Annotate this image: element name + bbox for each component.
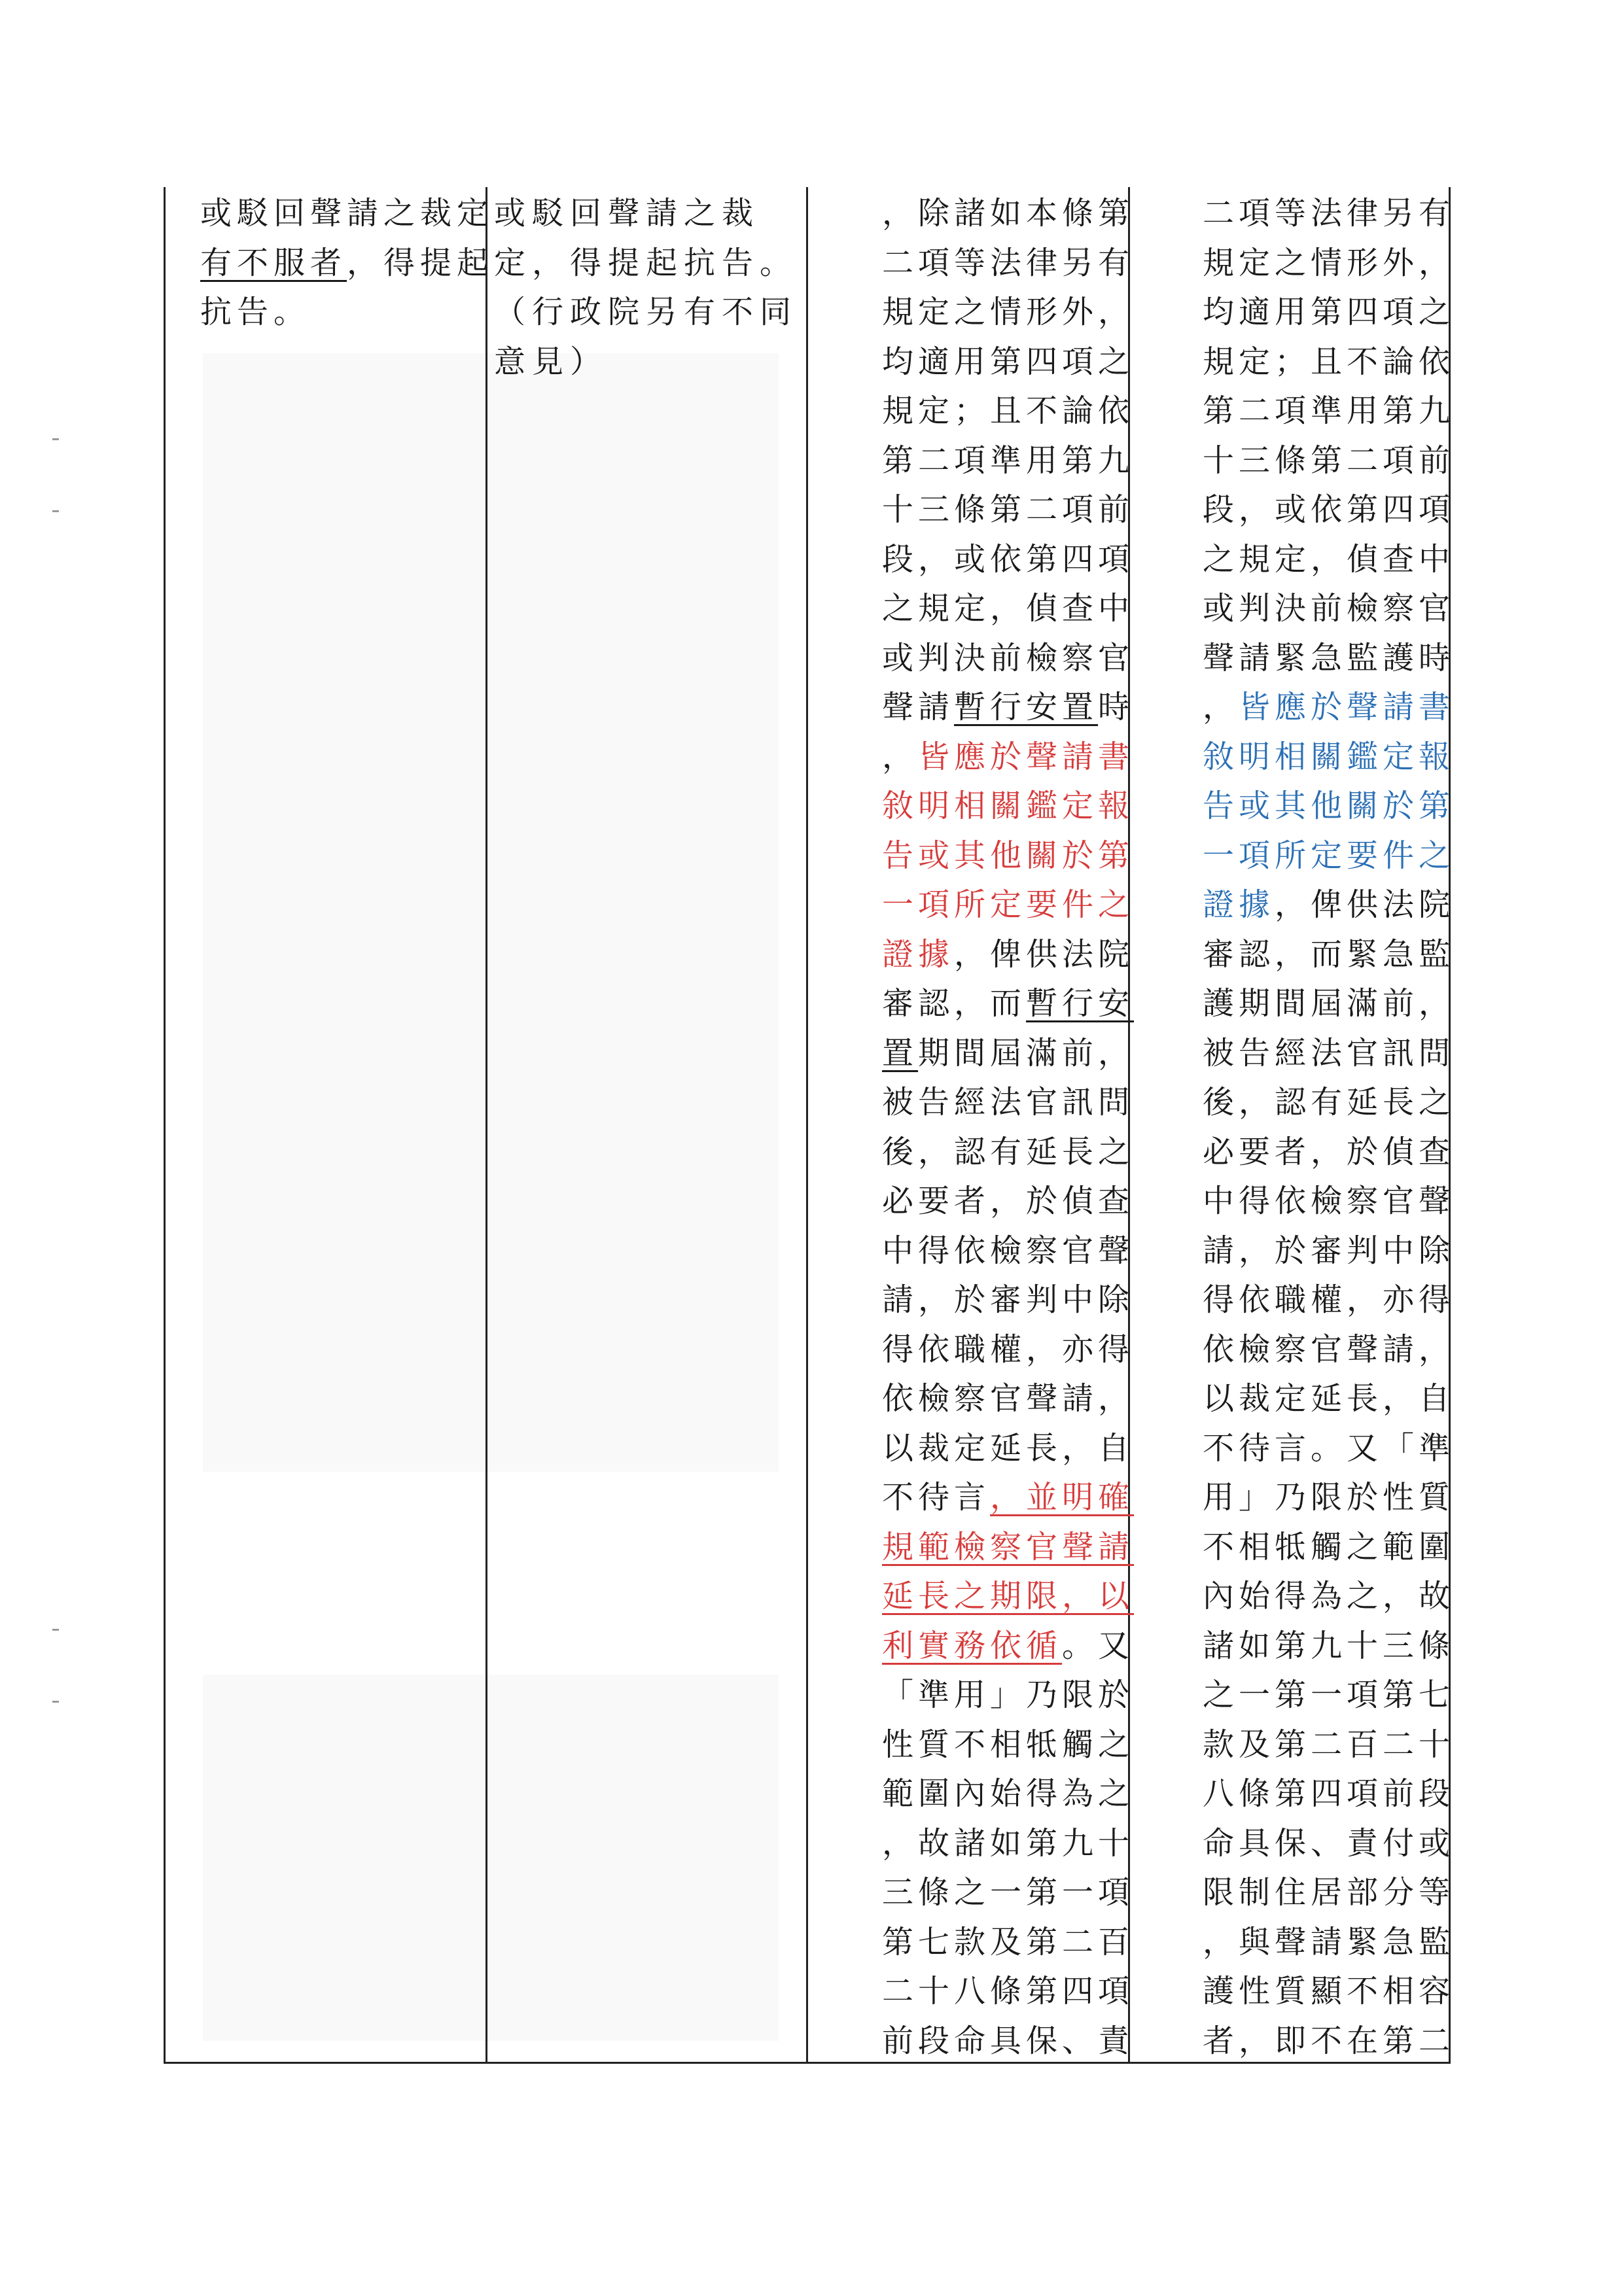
- text-line: [1203, 732, 1455, 782]
- text-line: [1203, 188, 1455, 238]
- text-line: [1203, 1522, 1455, 1572]
- text-line: [200, 287, 310, 337]
- text-segment: 或駁回聲請之裁定: [200, 195, 494, 232]
- text-segment: 護性質顯不相容: [1203, 1973, 1455, 2009]
- amended-text: 證據: [882, 935, 955, 973]
- text-line: [1203, 1769, 1455, 1818]
- text-line: [882, 1472, 1134, 1522]
- text-segment: 「準用」乃限於: [882, 1677, 1135, 1713]
- text-segment: 中得依檢察官聲: [1203, 1183, 1455, 1219]
- text-segment: 二項等法律另有: [1203, 195, 1455, 232]
- text-line: [882, 337, 1134, 387]
- text-line: [1203, 1028, 1455, 1078]
- text-segment: 不相牴觸之範圍: [1203, 1528, 1455, 1565]
- text-segment: 十三條第二項前: [882, 491, 1135, 528]
- text-line: [1203, 1472, 1455, 1522]
- highlighted-text: 一項所定要件之: [1203, 837, 1455, 874]
- text-segment: 意見）: [494, 343, 609, 380]
- text-line: [882, 1720, 1134, 1769]
- text-line: [882, 583, 1134, 633]
- text-line: [882, 188, 1134, 238]
- underlined-text: 有不服者: [200, 244, 347, 281]
- text-line: [882, 633, 1134, 683]
- text-line: [1203, 287, 1455, 337]
- scan-mark: [52, 510, 59, 512]
- text-segment: ，: [882, 738, 919, 775]
- text-segment: 以裁定延長，自: [882, 1429, 1135, 1467]
- text-segment: 抗告。: [200, 294, 311, 330]
- amended-text: 告或其他關於第: [882, 837, 1135, 874]
- text-segment: 段，或依第四項: [1203, 491, 1455, 528]
- text-line: [1203, 1275, 1455, 1325]
- text-line: [882, 2016, 1134, 2066]
- text-segment: 得依職權，亦得: [882, 1331, 1135, 1368]
- underlined-text: 暫行安置: [954, 689, 1099, 725]
- highlighted-text: 告或其他關於第: [1203, 788, 1455, 824]
- highlighted-text: 證據: [1203, 886, 1275, 923]
- text-line: [882, 1818, 1134, 1868]
- text-line: [1203, 781, 1455, 831]
- amended-text: 一項所定要件之: [882, 886, 1135, 923]
- text-line: [882, 880, 1134, 930]
- text-segment: 以裁定延長，自: [1203, 1380, 1455, 1417]
- bleed-through: [203, 353, 779, 1472]
- text-line: [494, 337, 608, 387]
- text-line: [1203, 2016, 1455, 2066]
- text-line: [1203, 1670, 1455, 1720]
- text-segment: ，: [1203, 689, 1239, 725]
- text-line: [1203, 831, 1455, 880]
- text-line: [882, 1028, 1134, 1078]
- text-segment: 。又: [1062, 1627, 1135, 1664]
- text-line: [1203, 386, 1455, 436]
- text-segment: 二項等法律另有: [882, 244, 1135, 281]
- text-segment: 諸如第九十三條: [1203, 1627, 1455, 1664]
- text-line: [1203, 1176, 1455, 1226]
- text-segment: 審認，而: [882, 985, 1027, 1022]
- amended-text: 皆應於聲請書: [918, 738, 1135, 775]
- text-line: [1203, 436, 1455, 485]
- underlined-text: 暫行安: [1026, 985, 1135, 1022]
- text-segment: 聲請: [882, 689, 955, 725]
- text-segment: ，俾供法院: [1275, 886, 1455, 923]
- bleed-through: [203, 1675, 779, 2041]
- text-line: [882, 1670, 1134, 1720]
- scan-mark: [52, 438, 59, 440]
- text-line: [494, 238, 798, 288]
- text-line: [1203, 485, 1455, 534]
- text-segment: 依檢察官聲請，: [882, 1380, 1135, 1417]
- text-line: [882, 682, 1134, 732]
- text-line: [882, 287, 1134, 337]
- text-segment: 均適用第四項之: [1203, 294, 1455, 330]
- text-segment: 規定；且不論依: [1203, 343, 1455, 380]
- text-segment: 被告經法官訊問: [882, 1084, 1135, 1121]
- text-segment: 性質不相牴觸之: [882, 1726, 1135, 1763]
- text-segment: 被告經法官訊問: [1203, 1034, 1455, 1071]
- text-line: [1203, 238, 1455, 288]
- text-segment: 審認，而緊急監: [1203, 935, 1455, 973]
- text-line: [1203, 1374, 1455, 1423]
- text-line: [494, 188, 760, 238]
- text-segment: 規定之情形外，: [882, 294, 1135, 330]
- text-segment: 規定之情形外，: [1203, 244, 1455, 281]
- text-line: [1203, 1226, 1455, 1276]
- text-segment: 規定；且不論依: [882, 392, 1135, 429]
- text-segment: 者，即不在第二: [1203, 2022, 1455, 2059]
- text-segment: 後，認有延長之: [1203, 1084, 1455, 1121]
- text-line: [882, 1522, 1134, 1572]
- amended-text: 規範檢察官聲請: [882, 1528, 1135, 1565]
- text-segment: 第七款及第二百: [882, 1923, 1135, 1960]
- text-segment: 請，於審判中除: [1203, 1232, 1455, 1269]
- amended-text: 敘明相關鑑定報: [882, 788, 1135, 824]
- text-segment: 之規定，偵查中: [1203, 540, 1455, 578]
- text-line: [882, 1966, 1134, 2016]
- table-border-left: [164, 187, 166, 2063]
- text-segment: 段，或依第四項: [882, 540, 1135, 578]
- text-segment: 第二項準用第九: [882, 442, 1135, 479]
- text-line: [882, 238, 1134, 288]
- text-segment: ，故諸如第九十: [882, 1824, 1135, 1862]
- text-segment: ，與聲請緊急監: [1203, 1923, 1455, 1960]
- text-segment: ，俾供法院: [954, 935, 1135, 973]
- text-line: [1203, 633, 1455, 683]
- text-line: [1203, 880, 1455, 930]
- text-segment: 時: [1098, 689, 1135, 725]
- text-segment: 命具保、責付或: [1203, 1824, 1455, 1862]
- text-segment: 內始得為之，故: [1203, 1578, 1455, 1614]
- text-line: [1203, 1127, 1455, 1177]
- text-line: [1203, 1966, 1455, 2016]
- text-line: [882, 732, 1134, 782]
- text-line: [882, 1621, 1134, 1671]
- amended-text: 利實務依循: [882, 1627, 1063, 1664]
- text-segment: 限制住居部分等: [1203, 1874, 1455, 1911]
- text-segment: ，除諸如本條第: [882, 195, 1135, 232]
- text-line: [1203, 930, 1455, 979]
- text-line: [1203, 337, 1455, 387]
- text-segment: 不待言: [882, 1479, 991, 1516]
- text-line: [1203, 1868, 1455, 1917]
- scan-mark: [52, 1629, 59, 1631]
- text-line: [882, 485, 1134, 534]
- text-segment: 聲請緊急監護時: [1203, 639, 1455, 676]
- text-line: [882, 1571, 1134, 1621]
- text-line: [882, 979, 1134, 1028]
- text-line: [1203, 1325, 1455, 1374]
- text-segment: 必要者，於偵查: [882, 1183, 1135, 1219]
- text-segment: 用」乃限於性質: [1203, 1479, 1455, 1516]
- text-line: [1203, 1818, 1455, 1868]
- text-line: [1203, 583, 1455, 633]
- text-line: [494, 287, 798, 337]
- text-line: [1203, 682, 1455, 732]
- text-segment: 護期間屆滿前，: [1203, 985, 1455, 1022]
- text-segment: 三條之一第一項: [882, 1874, 1135, 1911]
- text-segment: 依檢察官聲請，: [1203, 1331, 1455, 1368]
- text-line: [882, 1325, 1134, 1374]
- text-line: [882, 1176, 1134, 1226]
- text-segment: 中得依檢察官聲: [882, 1232, 1135, 1269]
- text-line: [882, 1127, 1134, 1177]
- text-line: [882, 1226, 1134, 1276]
- text-segment: 後，認有延長之: [882, 1133, 1135, 1170]
- text-line: [882, 781, 1134, 831]
- text-line: [1203, 979, 1455, 1028]
- text-line: [882, 386, 1134, 436]
- text-segment: 之規定，偵查中: [882, 590, 1135, 627]
- text-line: [1203, 1720, 1455, 1769]
- text-segment: 或判決前檢察官: [882, 639, 1135, 676]
- text-line: [882, 831, 1134, 880]
- text-segment: 或判決前檢察官: [1203, 590, 1455, 627]
- table-divider-2: [806, 187, 808, 2063]
- text-segment: 款及第二百二十: [1203, 1726, 1455, 1763]
- text-segment: 或駁回聲請之裁: [494, 195, 760, 232]
- text-segment: 八條第四項前段: [1203, 1775, 1455, 1812]
- text-segment: 請，於審判中除: [882, 1281, 1135, 1318]
- text-line: [1203, 534, 1455, 584]
- text-segment: 二十八條第四項: [882, 1973, 1135, 2009]
- text-line: [1203, 1423, 1455, 1473]
- text-segment: 不待言。又「準: [1203, 1429, 1455, 1467]
- text-line: [882, 1423, 1134, 1473]
- amended-text: ，並明確: [990, 1479, 1135, 1516]
- text-segment: 十三條第二項前: [1203, 442, 1455, 479]
- amended-text: 延長之期限，以: [882, 1578, 1135, 1614]
- text-line: [882, 1868, 1134, 1917]
- text-segment: 前段命具保、責: [882, 2022, 1135, 2059]
- text-line: [1203, 1917, 1455, 1967]
- text-line: [882, 1077, 1134, 1127]
- text-line: [882, 1769, 1134, 1818]
- underlined-text: 置: [882, 1034, 919, 1071]
- text-segment: 範圍內始得為之: [882, 1775, 1135, 1812]
- text-line: [1203, 1621, 1455, 1671]
- text-line: [882, 1275, 1134, 1325]
- text-line: [1203, 1571, 1455, 1621]
- text-line: [882, 436, 1134, 485]
- text-segment: 均適用第四項之: [882, 343, 1135, 380]
- scan-mark: [52, 1701, 59, 1703]
- text-segment: 期間屆滿前，: [918, 1034, 1135, 1071]
- text-segment: 必要者，於偵查: [1203, 1133, 1455, 1170]
- text-segment: 得依職權，亦得: [1203, 1281, 1455, 1318]
- text-line: [882, 1374, 1134, 1423]
- text-segment: 第二項準用第九: [1203, 392, 1455, 429]
- highlighted-text: 皆應於聲請書: [1239, 689, 1455, 725]
- text-segment: 定，得提起抗告。: [494, 244, 798, 281]
- text-segment: 之一第一項第七: [1203, 1677, 1455, 1713]
- text-line: [200, 238, 493, 288]
- text-line: [882, 1917, 1134, 1967]
- text-line: [882, 534, 1134, 584]
- highlighted-text: 敘明相關鑑定報: [1203, 738, 1455, 775]
- text-line: [200, 188, 493, 238]
- text-segment: （行政院另有不同: [494, 294, 798, 330]
- text-line: [1203, 1077, 1455, 1127]
- text-segment: ，得提起: [347, 244, 494, 281]
- text-line: [882, 930, 1134, 979]
